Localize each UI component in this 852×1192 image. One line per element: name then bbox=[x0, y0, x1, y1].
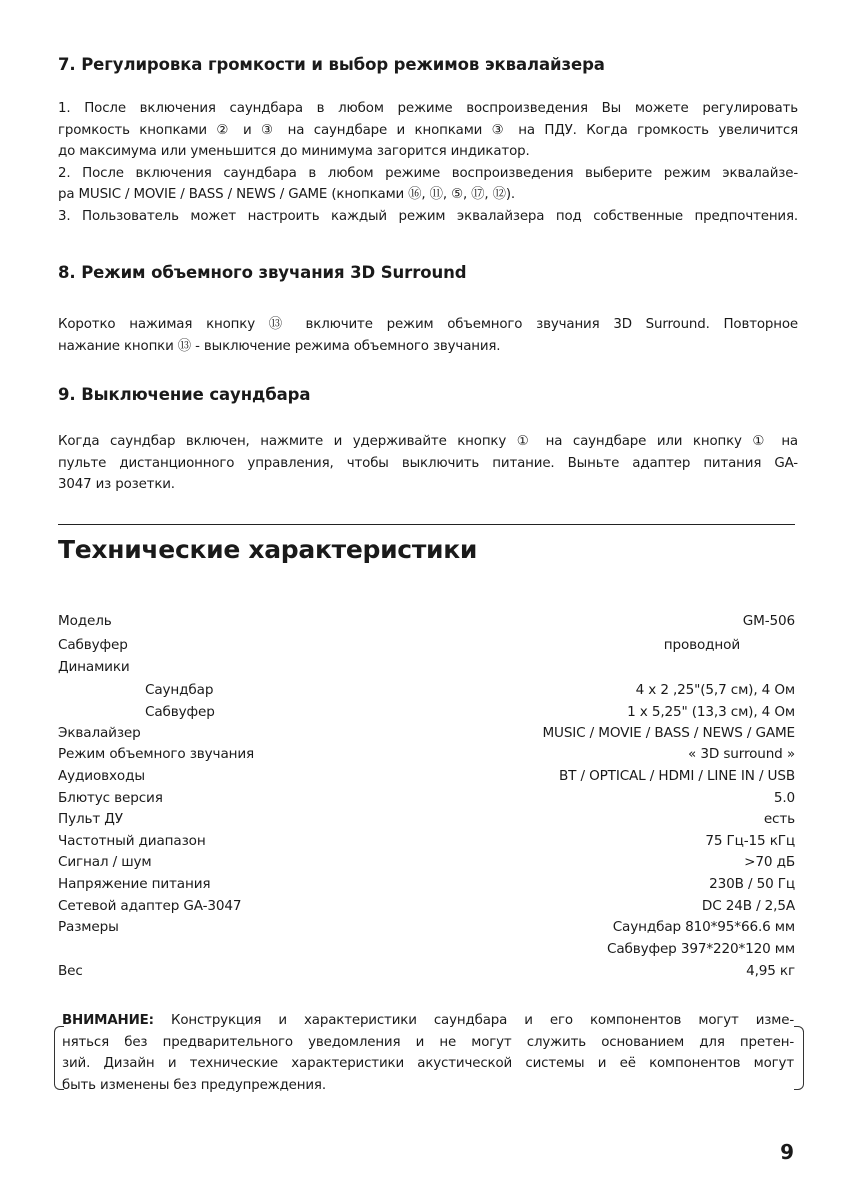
spec-row-frequency bbox=[58, 830, 795, 852]
text-line: няться без предварительного уведомления и не могут служить основанием для претен- bbox=[62, 1034, 794, 1050]
text-line: до максимума или уменьшится до минимума загорится индикатор. bbox=[58, 144, 530, 159]
spec-row-bluetooth bbox=[58, 787, 795, 809]
notice-first-line: Конструкция и характеристики саундбара и его компонентов могут изме- bbox=[153, 1013, 794, 1028]
spec-value: 5.0 bbox=[773, 790, 795, 806]
text-line bbox=[62, 1010, 794, 1032]
spec-row-weight bbox=[58, 960, 795, 982]
text-line: Когда саундбар включен, нажмите и удерживайте кнопку ① на саундбаре или кнопку ① на bbox=[58, 434, 798, 449]
text-line: Коротко нажимая кнопку ⑬ включите режим объемного звучания 3D Surround. Повторное bbox=[58, 317, 798, 332]
notice-bracket-right bbox=[794, 1026, 804, 1090]
spec-value: « 3D surround » bbox=[688, 746, 795, 762]
spec-row-voltage bbox=[58, 873, 795, 895]
section-8-title: 8. Режим объемного звучания 3D Surround bbox=[58, 263, 467, 282]
spec-row-dimensions-sub bbox=[58, 938, 795, 960]
notice-text bbox=[62, 1010, 794, 1096]
text-line: зий. Дизайн и технические характеристики акустической системы и её компонентов могут bbox=[62, 1056, 794, 1071]
spec-label: Модель bbox=[58, 613, 112, 629]
spec-value: 4,95 кг bbox=[746, 963, 795, 979]
spec-row-adapter bbox=[58, 895, 795, 917]
spec-row-subwoofer bbox=[58, 634, 795, 656]
spec-label: Частотный диапазон bbox=[58, 833, 206, 849]
section-9-title: 9. Выключение саундбара bbox=[58, 385, 311, 404]
page-number: 9 bbox=[780, 1140, 794, 1164]
text-line: 1. После включения саундбара в любом режиме воспроизведения Вы можете регулировать bbox=[58, 101, 798, 116]
spec-label: Сабвуфер bbox=[58, 637, 128, 653]
spec-row-subwoofer-driver bbox=[58, 701, 795, 723]
warning-notice bbox=[54, 1013, 800, 1093]
spec-value: >70 дБ bbox=[744, 854, 795, 870]
text-line: быть изменены без предупреждения. bbox=[62, 1077, 326, 1093]
spec-row-model bbox=[58, 610, 795, 632]
spec-row-speakers bbox=[58, 656, 795, 678]
text-line: пульте дистанционного управления, чтобы выключить питание. Выньте адаптер питания GA- bbox=[58, 455, 798, 471]
spec-value: Сабвуфер 397*220*120 мм bbox=[606, 941, 795, 957]
specs-title: Технические характеристики bbox=[58, 535, 478, 564]
text-line: ра MUSIC / MOVIE / BASS / NEWS / GAME (кнопками ⑯, ⑪, ⑤, ⑰, ⑫). bbox=[58, 187, 516, 202]
spec-row-remote bbox=[58, 808, 795, 830]
spec-label: Размеры bbox=[58, 919, 119, 935]
spec-label: Сетевой адаптер GA-3047 bbox=[58, 898, 242, 914]
spec-label: Напряжение питания bbox=[58, 876, 211, 892]
spec-row-equalizer bbox=[58, 722, 795, 744]
spec-value: MUSIC / MOVIE / BASS / NEWS / GAME bbox=[542, 725, 795, 741]
section-divider bbox=[58, 524, 795, 525]
section-7-title: 7. Регулировка громкости и выбор режимов эквалайзера bbox=[58, 55, 605, 74]
spec-label: Вес bbox=[58, 963, 83, 979]
spec-label: Саундбар bbox=[145, 682, 214, 698]
spec-label: Сигнал / шум bbox=[58, 854, 152, 870]
spec-value: 1 x 5,25" (13,3 см), 4 Ом bbox=[627, 704, 795, 720]
spec-row-audio-inputs bbox=[58, 765, 795, 787]
spec-value: есть bbox=[763, 811, 795, 827]
text-line: громкость кнопками ② и ③ на саундбаре и кнопками ③ на ПДУ. Когда громкость увеличится bbox=[58, 122, 798, 138]
warning-label: ВНИМАНИЕ: bbox=[62, 1013, 154, 1028]
spec-label: Динамики bbox=[58, 659, 130, 675]
spec-row-dimensions bbox=[58, 916, 795, 938]
spec-value: проводной bbox=[663, 637, 740, 653]
spec-label: Эквалайзер bbox=[58, 725, 141, 741]
text-line: 3. Пользователь может настроить каждый режим эквалайзера под собственные предпочтения. bbox=[58, 208, 798, 224]
spec-value: DC 24В / 2,5А bbox=[701, 898, 795, 914]
section-7-body bbox=[58, 98, 798, 227]
text-line: 2. После включения саундбара в любом режиме воспроизведения выберите режим эквалайзе- bbox=[58, 165, 798, 181]
spec-value: GM-506 bbox=[742, 613, 795, 629]
spec-row-soundbar-driver bbox=[58, 679, 795, 701]
spec-label: Аудиовходы bbox=[58, 768, 145, 784]
spec-row-snr bbox=[58, 851, 795, 873]
spec-label: Сабвуфер bbox=[145, 704, 215, 720]
spec-value: BT / OPTICAL / HDMI / LINE IN / USB bbox=[558, 768, 795, 784]
spec-value: Саундбар 810*95*66.6 мм bbox=[612, 919, 795, 935]
spec-value: 4 x 2 ,25"(5,7 см), 4 Ом bbox=[635, 682, 795, 698]
spec-label: Пульт ДУ bbox=[58, 811, 123, 827]
text-line: 3047 из розетки. bbox=[58, 477, 175, 492]
spec-value: 230В / 50 Гц bbox=[709, 876, 795, 892]
spec-value: 75 Гц-15 кГц bbox=[705, 833, 795, 849]
section-8-body bbox=[58, 314, 798, 357]
text-line: нажание кнопки ⑬ - выключение режима объемного звучания. bbox=[58, 338, 501, 354]
spec-row-surround bbox=[58, 743, 795, 765]
spec-label: Блютус версия bbox=[58, 790, 163, 806]
section-9-body bbox=[58, 431, 798, 496]
spec-label: Режим объемного звучания bbox=[58, 746, 255, 762]
